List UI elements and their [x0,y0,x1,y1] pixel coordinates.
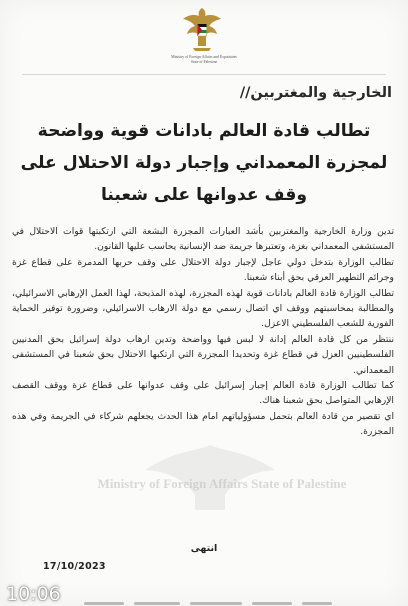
paragraph-3: تطالب الوزارة قادة العالم بادانات قوية لهذه المجزرة، لهذه المذبحة، لهذا العمل الإرهابي الاسرائيلي، والمطالبة بمحاسبتهم ووقف اي اتصال رسمي مع دولة الارهاب الاسرائيلي، وضرورة توفير الحماية الفورية للشعب الفلسطيني الاعزل. [12,287,394,330]
ministry-name-english: Ministry of Foreign Affairs and Expatriates State of Palestine [171,55,237,64]
footer-item [190,602,242,605]
footer-item [134,602,180,605]
paragraph-4: ننتظر من كل قادة العالم إدانة لا لبس فيها وواضحة وتدين ارهاب دولة إسرائيل بحق المدنيين الفلسطينيين العزل في قطاع غزة وتحديدا المجزرة التي ارتكبها الاحتلال بحق شعبنا في المستشفى المعمداني. [12,333,394,376]
source-label: الخارجية والمغتربين// [239,85,392,101]
footer-social-strip [84,600,384,606]
footer-item [302,602,332,605]
end-mark: انتهى [190,543,218,554]
release-date: 17/10/2023 [43,561,106,572]
footer-item [252,602,292,605]
paragraph-6: اي تقصير من قادة العالم بتحمل مسؤولياتهم امام هذا الحدث يجعلهم شركاء في الجريمة وفي هذه المجزرة. [12,410,394,438]
paragraph-1: تدين وزارة الخارجية والمغتربين بأشد العبارات المجزرة البشعة التي ارتكبتها قوات الاحتلال في المستشفى المعمداني بغزة، وتعتبرها جريمة ضد الإنسانية يحاسب عليها القانون. [12,226,394,253]
footer-item [84,602,124,605]
palestine-eagle-emblem-icon [179,4,225,54]
status-bar-time: 10:06 [6,583,61,605]
release-body [12,224,394,440]
paragraph-5: كما تطالب الوزارة قادة العالم إجبار إسرائيل على وقف عدوانها على قطاع غزة ووقف القصف الإرهابي المتواصل بحق شعبنا هناك. [12,380,394,407]
page-title: تطالب قادة العالم بادانات قوية وواضحة لمجزرة المعمداني وإجبار دولة الاحتلال على وقف عدوانها على شعبنا [20,121,388,205]
header-divider [22,74,386,75]
watermark-text: Ministry of Foreign Affairs State of Palestine [97,476,347,491]
paragraph-2: تطالب الوزارة بتدخل دولي عاجل لإجبار دولة الاحتلال على وقف حربها المدمرة على قطاع غزة وجرائم التطهير العرقي بحق أبناء شعبنا. [12,256,394,284]
